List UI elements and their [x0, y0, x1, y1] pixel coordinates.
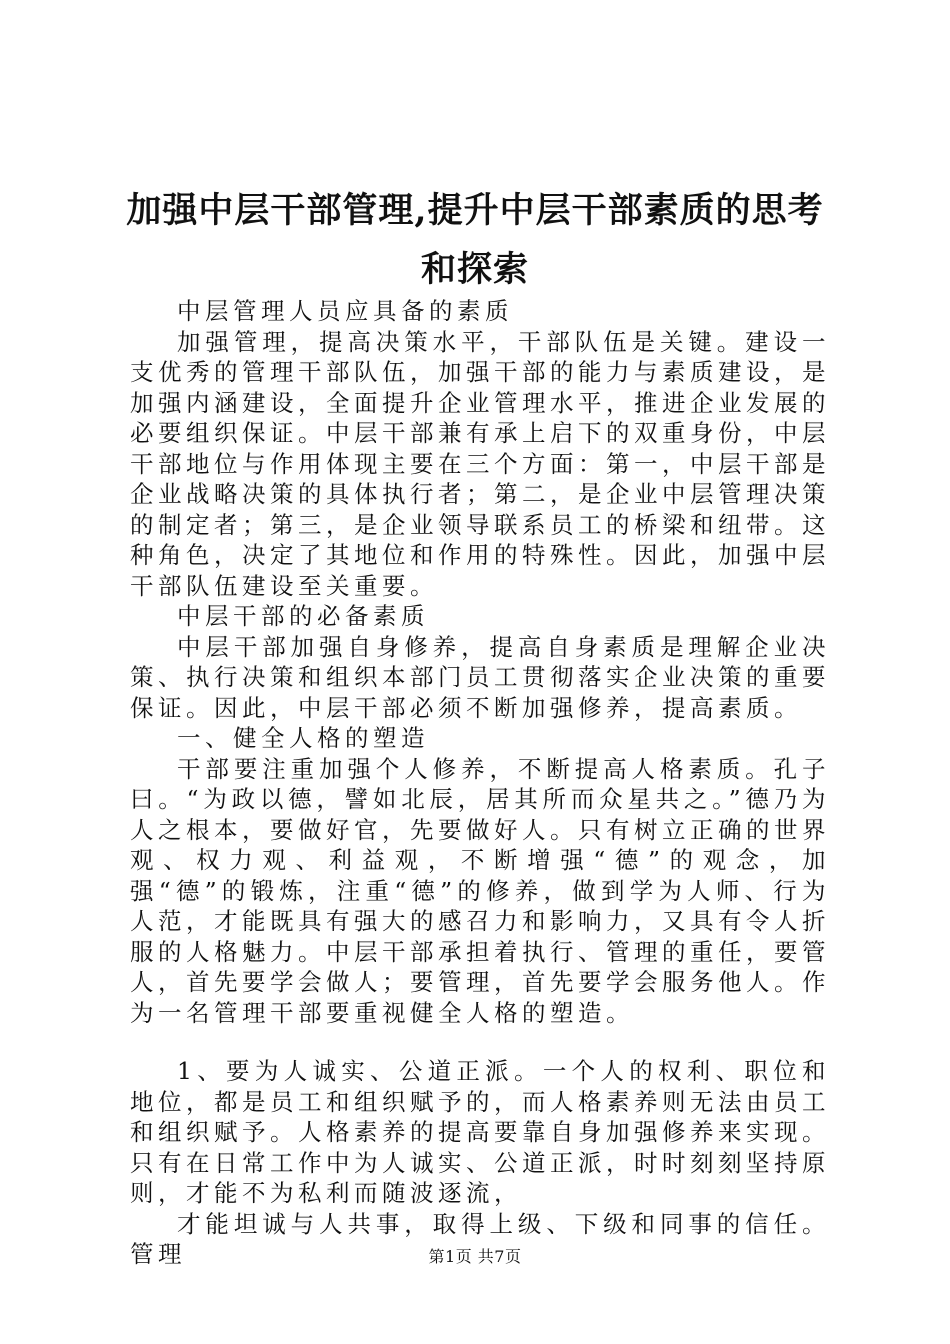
paragraph: 加强管理，提高决策水平，干部队伍是关键。建设一支优秀的管理干部队伍，加强干部的能力与素质建设，是加强内涵建设，全面提升企业管理水平，推进企业发展的必要组织保证。中层干部兼有承上启下的双重身份，中层干部地位与作用体现主要在三个方面：第一，中层干部是企业战略决策的具体执行者；第二，是企业中层管理决策的制定者；第三，是企业领导联系员工的桥梁和纽带。这种角色，决定了其地位和作用的特殊性。因此，加强中层干部队伍建设至关重要。 — [130, 327, 830, 600]
paragraph: 中层干部加强自身修养，提高自身素质是理解企业决策、执行决策和组织本部门员工贯彻落实企业决策的重要保证。因此，中层干部必须不断加强修养，提高素质。 — [130, 632, 830, 722]
document-title-line-1: 加强中层干部管理,提升中层干部素质的思考 — [126, 190, 824, 231]
list-item-paragraph: 1、要为人诚实、公道正派。一个人的权利、职位和地位，都是员工和组织赋予的，而人格素养则无法由员工和组织赋予。人格素养的提高要靠自身加强修养来实现。只有在日常工作中为人诚实、公道正派，时时刻刻坚持原则，才能不为私利而随波逐流， — [130, 1057, 830, 1207]
section-heading: 一、健全人格的塑造 — [177, 724, 429, 752]
page-footer: 第1页 共7页 — [428, 1247, 522, 1266]
paragraph-spacer — [130, 1028, 830, 1056]
document-body — [130, 296, 830, 1270]
paragraph: 才能坦诚与人共事，取得上级、下级和同事的信任。管理 — [130, 1209, 830, 1268]
section-heading: 中层干部的必备素质 — [177, 602, 429, 630]
document-title-line-2: 和探索 — [420, 249, 529, 290]
paragraph: 干部要注重加强个人修养，不断提高人格素质。孔子曰。“为政以德，譬如北辰，居其所而众星共之。”德乃为人之根本，要做好官，先要做好人。只有树立正确的世界观、权力观、利益观，不断增强“德”的观念，加强“德”的锻炼，注重“德”的修养，做到学为人师、行为人范，才能既具有强大的感召力和影响力，又具有令人折服的人格魅力。中层干部承担着执行、管理的重任，要管人，首先要学会做人；要管理，首先要学会服务他人。作为一名管理干部要重视健全人格的塑造。 — [130, 754, 830, 1027]
section-heading: 中层管理人员应具备的素质 — [177, 297, 513, 325]
